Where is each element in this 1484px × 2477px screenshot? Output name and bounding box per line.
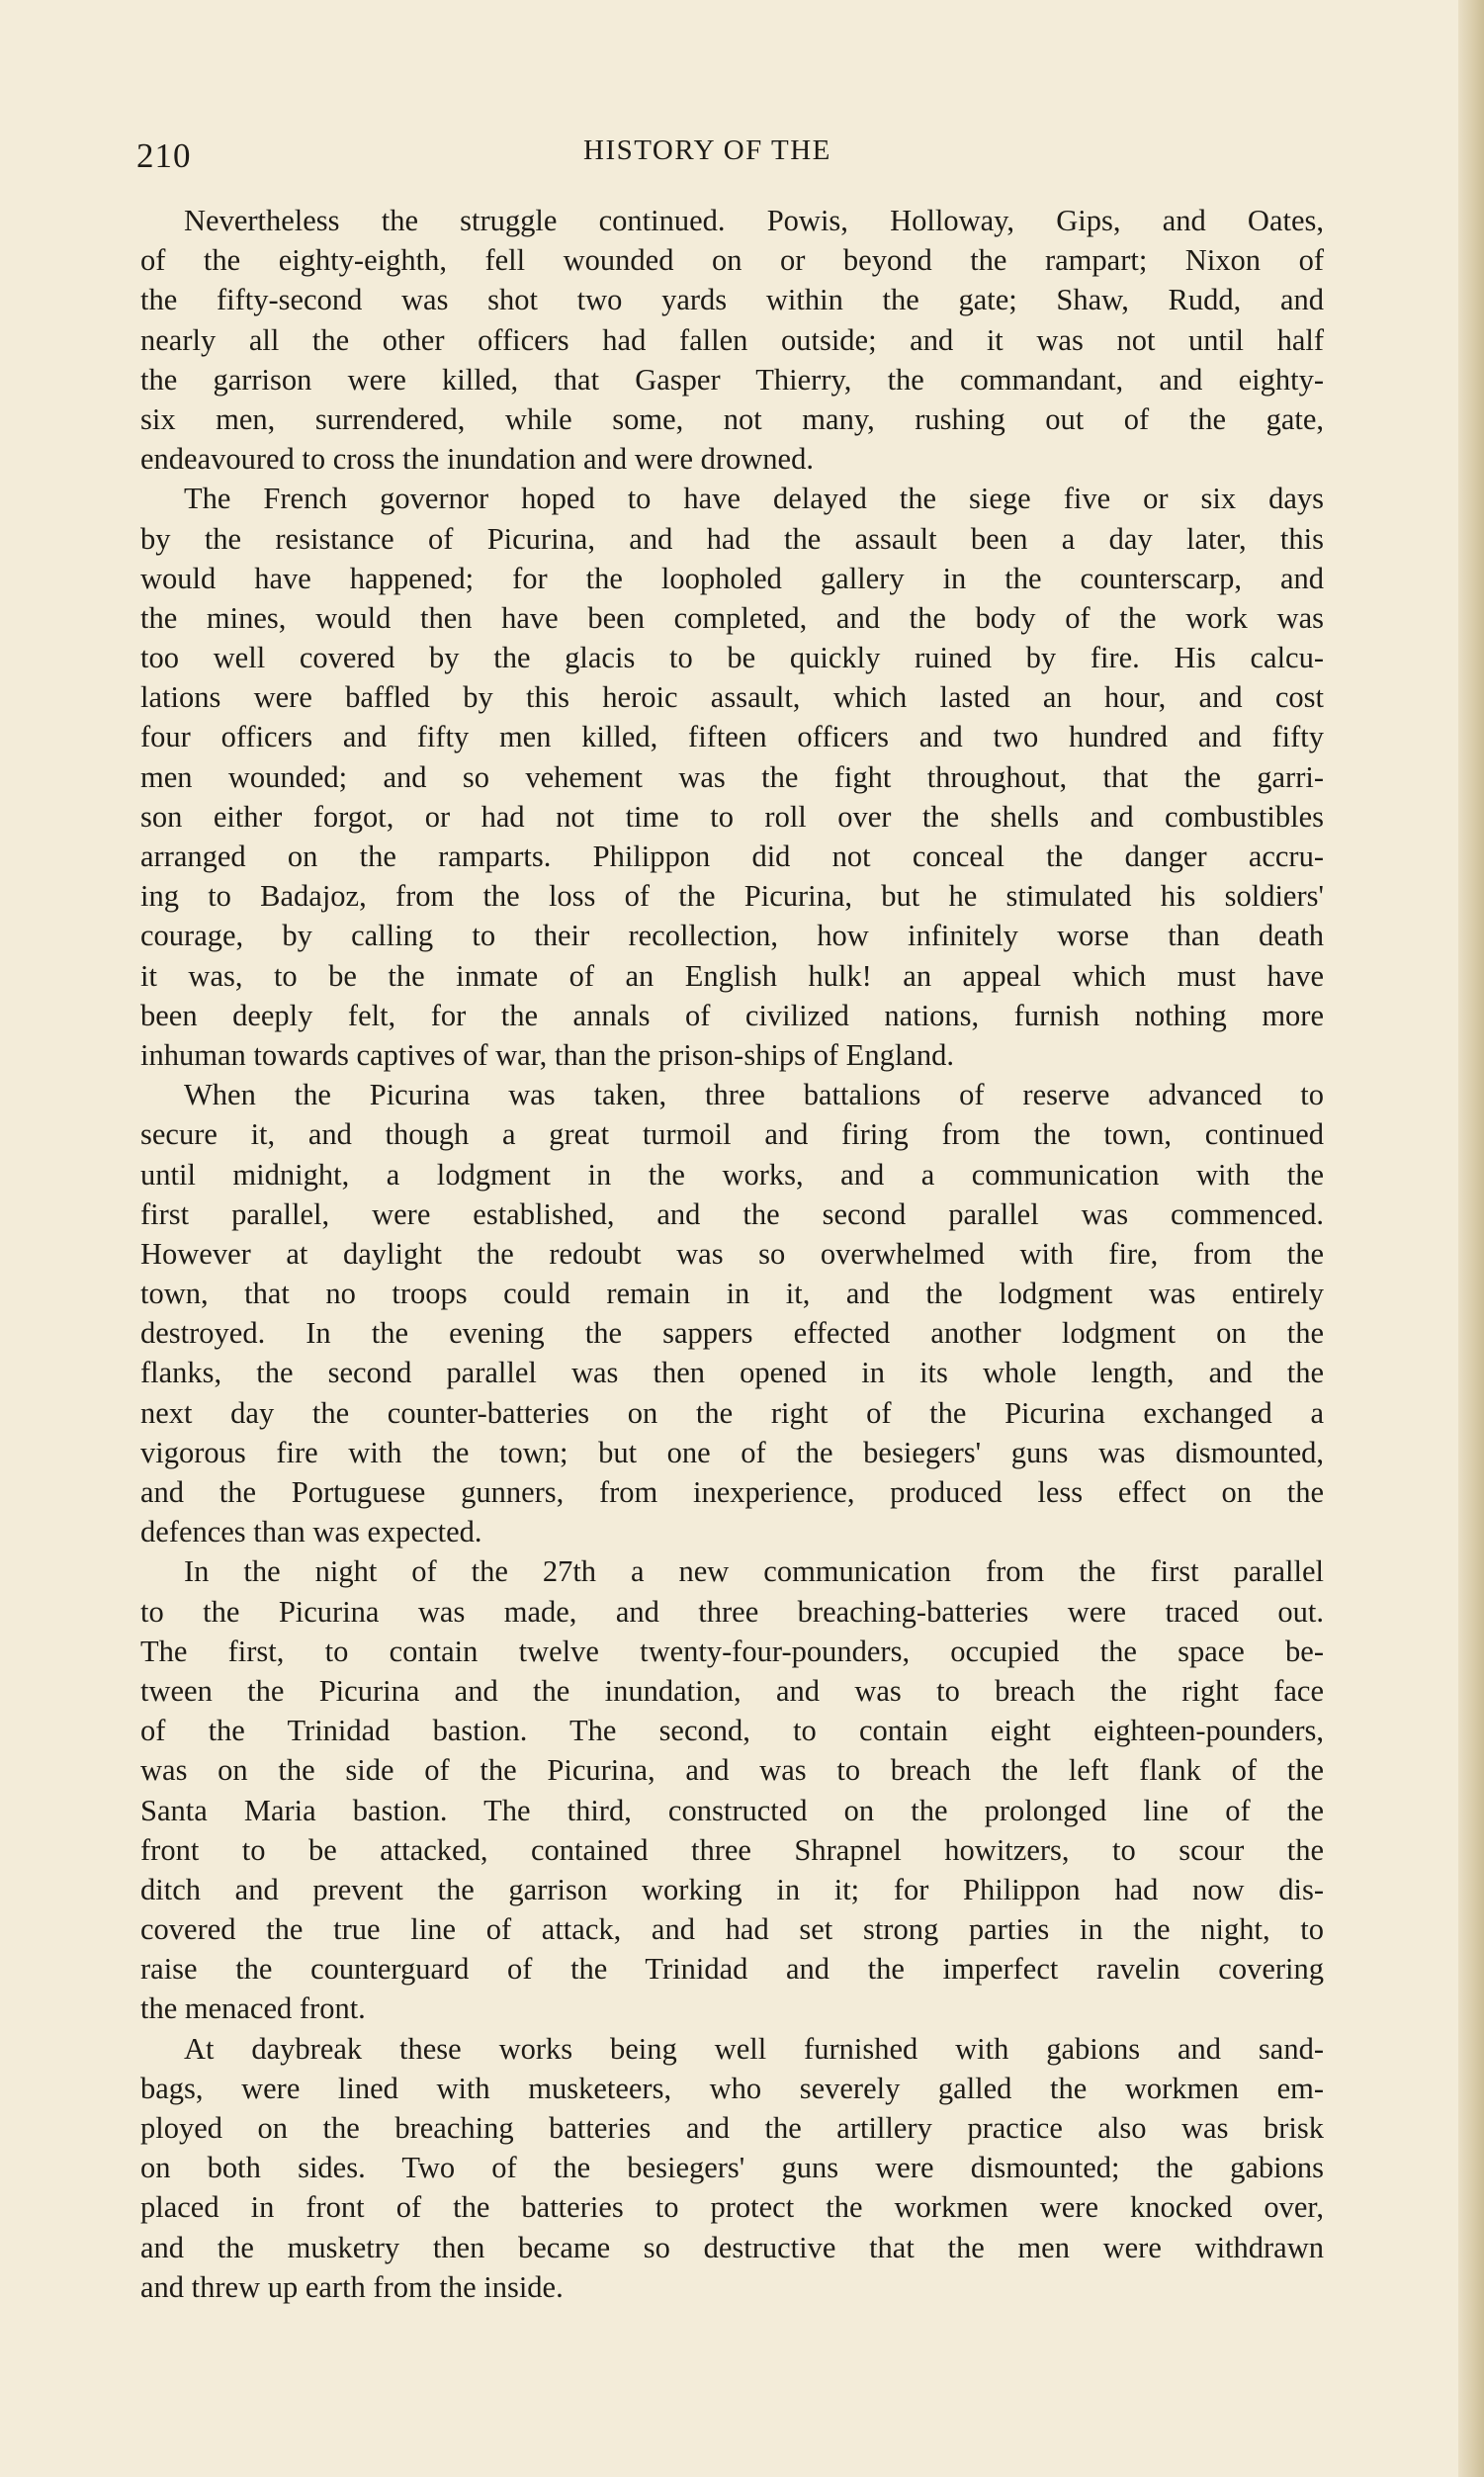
text-line: In the night of the 27th a new communication from the first parallel — [184, 1554, 1324, 1589]
text-line: men wounded; and so vehement was the fight throughout, that the garri- — [140, 759, 1324, 794]
running-head: HISTORY OF THE — [583, 134, 831, 166]
text-line: six men, surrendered, while some, not many, rushing out of the gate, — [140, 401, 1324, 436]
text-line: the mines, would then have been completed, and the body of the work was — [140, 600, 1324, 635]
text-line: until midnight, a lodgment in the works, and a communication with the — [140, 1157, 1324, 1192]
paragraph — [140, 2029, 1324, 2307]
text-line: town, that no troops could remain in it, and the lodgment was entirely — [140, 1277, 1324, 1311]
text-line: the fifty-second was shot two yards within the gate; Shaw, Rudd, and — [140, 283, 1324, 317]
text-line: on both sides. Two of the besiegers' guns were dismounted; the gabions — [140, 2151, 1324, 2185]
text-line: son either forgot, or had not time to roll over the shells and combustibles — [140, 799, 1324, 834]
text-line: and the Portuguese gunners, from inexperience, produced less effect on the — [140, 1475, 1324, 1509]
text-line: would have happened; for the loopholed gallery in the counterscarp, and — [140, 561, 1324, 595]
text-line: tween the Picurina and the inundation, and was to breach the right face — [140, 1673, 1324, 1708]
text-line: nearly all the other officers had fallen outside; and it was not until half — [140, 322, 1324, 357]
text-line: arranged on the ramparts. Philippon did not conceal the danger accru- — [140, 840, 1324, 873]
text-line: However at daylight the redoubt was so overwhelmed with fire, from the — [140, 1236, 1324, 1271]
text-line: lations were baffled by this heroic assault, which lasted an hour, and cost — [140, 680, 1324, 715]
text-line: flanks, the second parallel was then opened in its whole length, and the — [140, 1356, 1324, 1390]
text-line: courage, by calling to their recollection, how infinitely worse than death — [140, 919, 1324, 953]
text-line: inhuman towards captives of war, than the prison-ships of England. — [140, 1037, 954, 1072]
text-line: vigorous fire with the town; but one of the besiegers' guns was dismounted, — [140, 1435, 1324, 1469]
text-line: the menaced front. — [140, 1991, 366, 2026]
paragraph — [140, 1075, 1324, 1551]
body-text — [140, 201, 1324, 2307]
text-line: ditch and prevent the garrison working in it; for Philippon had now dis- — [140, 1872, 1324, 1906]
text-line: and threw up earth from the inside. — [140, 2269, 564, 2304]
text-line: The French governor hoped to have delayed the siege five or six days — [184, 482, 1324, 516]
text-line: was on the side of the Picurina, and was to breach the left flank of the — [140, 1753, 1324, 1788]
text-line: the garrison were killed, that Gasper Thierry, the commandant, and eighty- — [140, 362, 1324, 397]
text-line: next day the counter-batteries on the right of the Picurina exchanged a — [140, 1395, 1324, 1430]
text-line: placed in front of the batteries to protect the workmen were knocked over, — [140, 2190, 1324, 2225]
text-line: first parallel, were established, and the second parallel was commenced. — [140, 1196, 1324, 1231]
text-line: Santa Maria bastion. The third, constructed on the prolonged line of the — [140, 1793, 1324, 1827]
text-line: too well covered by the glacis to be quickly ruined by fire. His calcu- — [140, 641, 1324, 675]
text-line: ing to Badajoz, from the loss of the Picurina, but he stimulated his soldiers' — [140, 879, 1324, 914]
paragraph — [140, 479, 1324, 1075]
text-line: been deeply felt, for the annals of civilized nations, furnish nothing more — [140, 998, 1324, 1032]
text-line: At daybreak these works being well furnished with gabions and sand- — [184, 2031, 1324, 2066]
text-line: The first, to contain twelve twenty-four-pounders, occupied the space be- — [140, 1634, 1324, 1668]
text-line: Nevertheless the struggle continued. Powis, Holloway, Gips, and Oates, — [184, 204, 1324, 237]
paragraph — [140, 1551, 1324, 2028]
page-number: 210 — [136, 136, 192, 175]
text-line: of the Trinidad bastion. The second, to contain eight eighteen-pounders, — [140, 1714, 1324, 1748]
text-line: by the resistance of Picurina, and had the assault been a day later, this — [140, 521, 1324, 556]
text-line: destroyed. In the evening the sappers effected another lodgment on the — [140, 1316, 1324, 1351]
page-edge — [1458, 0, 1484, 2477]
text-line: to the Picurina was made, and three breaching-batteries were traced out. — [140, 1594, 1324, 1629]
page-header — [136, 131, 1323, 180]
text-line: four officers and fifty men killed, fifteen officers and two hundred and fifty — [140, 720, 1324, 754]
text-line: it was, to be the inmate of an English hulk! an appeal which must have — [140, 958, 1324, 993]
text-line: raise the counterguard of the Trinidad and the imperfect ravelin covering — [140, 1952, 1324, 1987]
text-line: bags, were lined with musketeers, who severely galled the workmen em- — [140, 2071, 1324, 2105]
text-line: secure it, and though a great turmoil and firing from the town, continued — [140, 1117, 1324, 1152]
text-line: defences than was expected. — [140, 1515, 482, 1549]
text-line: covered the true line of attack, and had set strong parties in the night, to — [140, 1912, 1324, 1947]
text-line: ployed on the breaching batteries and the artillery practice also was brisk — [140, 2111, 1324, 2145]
text-line: of the eighty-eighth, fell wounded on or beyond the rampart; Nixon of — [140, 243, 1324, 278]
text-line: front to be attacked, contained three Shrapnel howitzers, to scour the — [140, 1832, 1324, 1867]
paragraph — [140, 201, 1324, 479]
text-line: When the Picurina was taken, three battalions of reserve advanced to — [184, 1078, 1324, 1112]
text-line: endeavoured to cross the inundation and were drowned. — [140, 442, 814, 477]
text-line: and the musketry then became so destructive that the men were withdrawn — [140, 2230, 1324, 2264]
